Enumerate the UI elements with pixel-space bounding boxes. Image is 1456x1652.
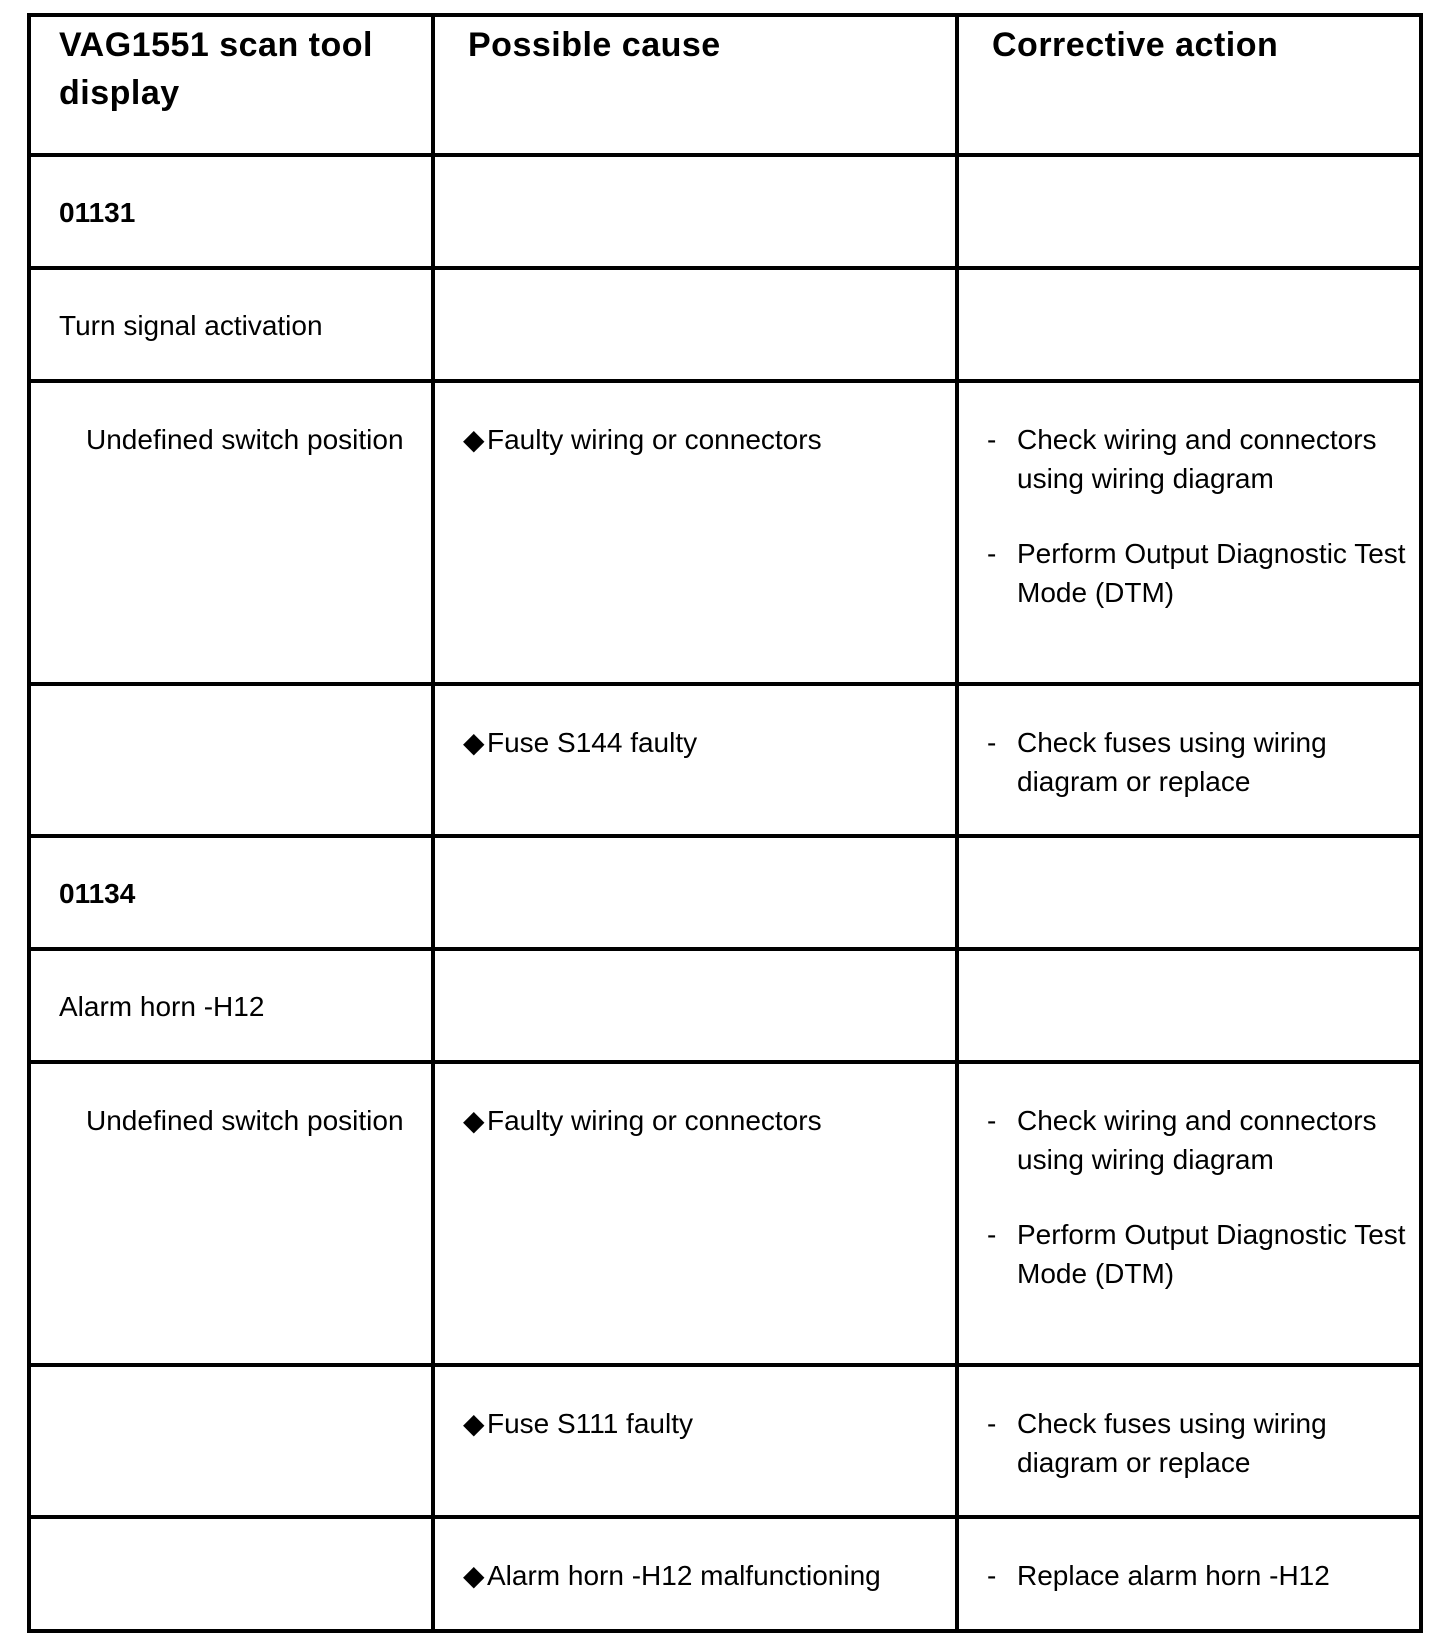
header-row: [29, 15, 1421, 155]
possible-cause-cell: [433, 1517, 957, 1631]
corrective-action-text: Replace alarm horn -H12: [1017, 1560, 1330, 1591]
corrective-action-text: Perform Output Diagnostic Test Mode (DTM): [1017, 1219, 1406, 1289]
header-corrective-action: Corrective action: [957, 15, 1421, 155]
component-title: Alarm horn -H12: [29, 949, 433, 1062]
possible-cause-text: Fuse S144 faulty: [487, 727, 698, 758]
corrective-action-text: Check fuses using wiring diagram or replace: [1017, 1408, 1327, 1478]
corrective-action-item: [987, 534, 1419, 612]
table-row: [29, 155, 1421, 268]
display-text-cell: [29, 1517, 433, 1631]
dash-bullet: -: [987, 1560, 997, 1591]
table-row: [29, 684, 1421, 836]
header-scan-tool-display: VAG1551 scan tool display: [29, 15, 433, 155]
fault-code: 01131: [29, 155, 433, 268]
display-text-cell: [29, 1062, 433, 1365]
possible-cause-text: Faulty wiring or connectors: [487, 424, 822, 455]
empty-cell: [957, 155, 1421, 268]
corrective-action-item: [987, 420, 1419, 498]
table-row: [29, 1517, 1421, 1631]
display-text-cell: [29, 381, 433, 684]
diamond-bullet-icon: ◆: [463, 727, 485, 758]
corrective-action-cell: [957, 1365, 1421, 1517]
component-title: Turn signal activation: [29, 268, 433, 381]
corrective-action-cell: [957, 1062, 1421, 1365]
diamond-bullet-icon: ◆: [463, 1408, 485, 1439]
empty-cell: [957, 268, 1421, 381]
corrective-action-cell: [957, 1517, 1421, 1631]
table-row: [29, 1062, 1421, 1365]
corrective-action-text: Check fuses using wiring diagram or replace: [1017, 727, 1327, 797]
corrective-action-cell: [957, 381, 1421, 684]
possible-cause-cell: [433, 1062, 957, 1365]
corrective-action-item: [987, 1404, 1419, 1482]
fault-code: 01134: [29, 836, 433, 949]
possible-cause-cell: [433, 684, 957, 836]
empty-cell: [433, 268, 957, 381]
corrective-action-text: Perform Output Diagnostic Test Mode (DTM): [1017, 538, 1406, 608]
empty-cell: [433, 836, 957, 949]
corrective-action-item: [987, 1556, 1419, 1595]
corrective-action-item: [987, 1101, 1419, 1179]
table-row: [29, 949, 1421, 1062]
empty-cell: [957, 836, 1421, 949]
display-text: Undefined switch position: [86, 424, 404, 455]
possible-cause-text: Faulty wiring or connectors: [487, 1105, 822, 1136]
dash-bullet: -: [987, 538, 997, 569]
table-row: [29, 836, 1421, 949]
table-row: [29, 1365, 1421, 1517]
empty-cell: [957, 949, 1421, 1062]
diamond-bullet-icon: ◆: [463, 424, 485, 455]
dash-bullet: -: [987, 1105, 997, 1136]
corrective-action-text: Check wiring and connectors using wiring diagram: [1017, 1105, 1377, 1175]
diamond-bullet-icon: ◆: [463, 1105, 485, 1136]
possible-cause-text: Fuse S111 faulty: [487, 1408, 693, 1439]
possible-cause-cell: [433, 381, 957, 684]
display-text-cell: [29, 684, 433, 836]
diamond-bullet-icon: ◆: [463, 1560, 485, 1591]
corrective-action-cell: [957, 684, 1421, 836]
corrective-action-text: Check wiring and connectors using wiring diagram: [1017, 424, 1377, 494]
display-text-cell: [29, 1365, 433, 1517]
dash-bullet: -: [987, 1408, 997, 1439]
table-row: [29, 381, 1421, 684]
dash-bullet: -: [987, 424, 997, 455]
empty-cell: [433, 155, 957, 268]
display-text: Undefined switch position: [86, 1105, 404, 1136]
dash-bullet: -: [987, 1219, 997, 1250]
dash-bullet: -: [987, 727, 997, 758]
table-body: [29, 155, 1421, 1631]
diagnostic-table: [27, 13, 1423, 1633]
possible-cause-text: Alarm horn -H12 malfunctioning: [487, 1560, 881, 1591]
empty-cell: [433, 949, 957, 1062]
corrective-action-item: [987, 723, 1419, 801]
possible-cause-cell: [433, 1365, 957, 1517]
corrective-action-item: [987, 1215, 1419, 1293]
header-possible-cause: Possible cause: [433, 15, 957, 155]
table-row: [29, 268, 1421, 381]
